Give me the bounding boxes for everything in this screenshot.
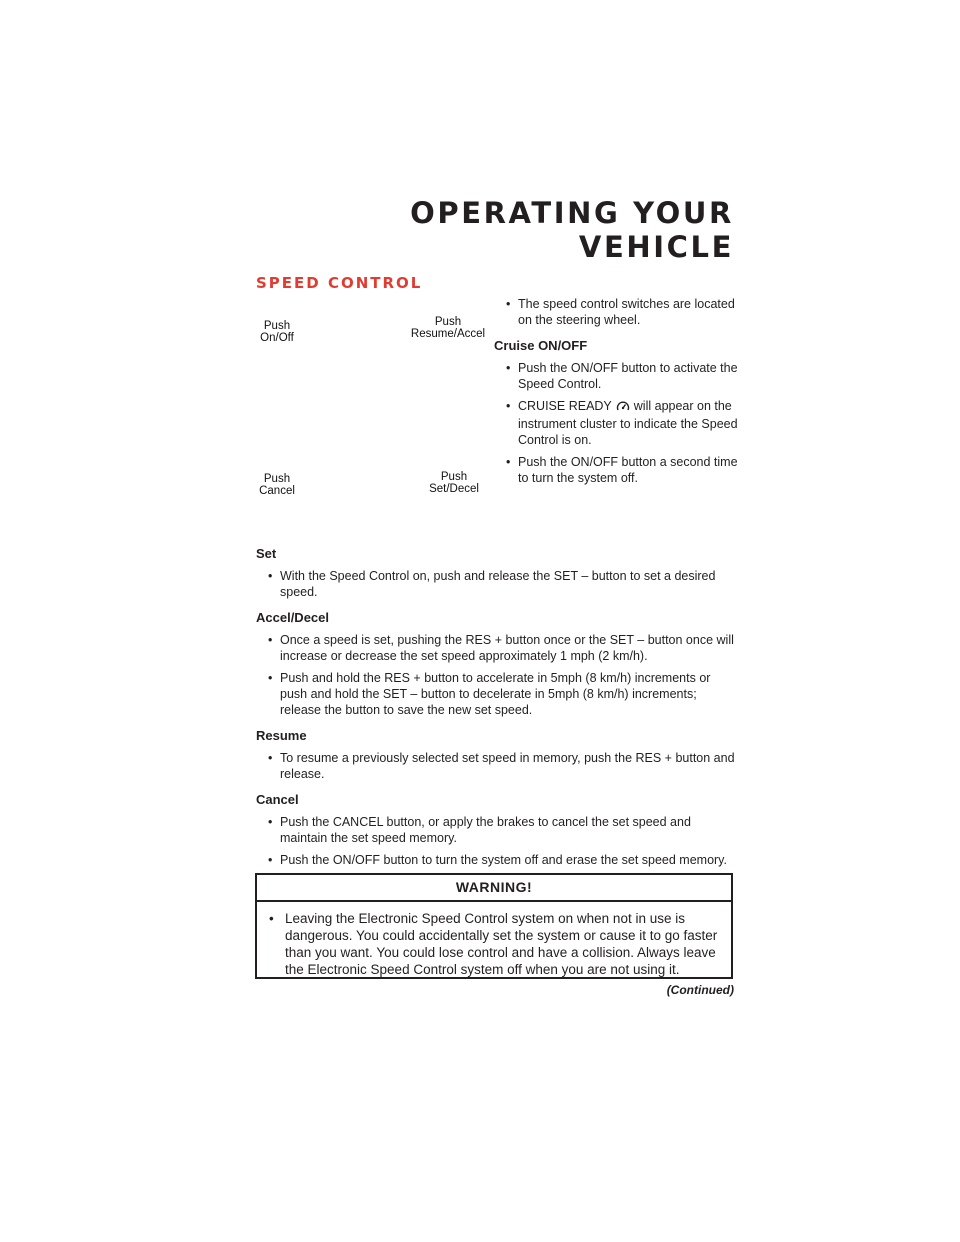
cruise-bullet	[494, 360, 744, 392]
speed-control-title: SPEED CONTROL	[256, 274, 423, 292]
warning-box	[255, 873, 733, 979]
bullet-dot: •	[269, 911, 274, 926]
bullet-dot: •	[506, 361, 511, 375]
intro-bullet	[494, 296, 744, 328]
cruise-bullet	[494, 454, 744, 486]
bullet-text: Push the ON/OFF button a second time to turn the system off.	[518, 455, 738, 485]
bullet-dot: •	[268, 569, 273, 583]
label-resume-accel	[408, 316, 488, 340]
bullet-dot: •	[506, 297, 511, 311]
label-cancel	[254, 473, 300, 497]
resume-heading: Resume	[256, 728, 307, 743]
bullet-text: To resume a previously selected set speed in memory, push the RES + button and release.	[280, 751, 735, 781]
page-section-title: OPERATING YOUR VEHICLE	[410, 196, 734, 264]
set-heading: Set	[256, 546, 277, 561]
body-column	[256, 546, 736, 878]
bullet-text: Push the ON/OFF button to activate the Speed Control.	[518, 361, 738, 391]
bullet-text: Push the CANCEL button, or apply the brakes to cancel the set speed and maintain the set speed memory.	[280, 815, 691, 845]
cruise-ready-text: CRUISE READY	[518, 399, 612, 413]
steering-switch-diagram	[248, 300, 488, 515]
warning-title: WARNING!	[257, 875, 731, 902]
label-line: Cancel	[259, 485, 295, 497]
cancel-bullet	[256, 852, 736, 868]
speedometer-icon	[616, 400, 630, 416]
label-line: Push	[440, 471, 468, 483]
resume-bullet	[256, 750, 736, 782]
right-column	[494, 296, 744, 492]
cruise-heading: Cruise ON/OFF	[494, 338, 588, 353]
bullet-dot: •	[268, 815, 273, 829]
bullet-text: Once a speed is set, pushing the RES + button once or the SET – button once will increase or decrease the set speed approximately 1 mph (2 km/h).	[280, 633, 734, 663]
bullet-text: With the Speed Control on, push and release the SET – button to set a desired speed.	[280, 569, 716, 599]
label-line: Push	[263, 473, 291, 485]
cancel-heading: Cancel	[256, 792, 299, 807]
warning-bullet	[265, 910, 723, 978]
bullet-dot: •	[506, 399, 511, 413]
label-line: Push	[263, 320, 291, 332]
bullet-text: Push and hold the RES + button to accelerate in 5mph (8 km/h) increments or push and hold the SET – button to decelerate in 5mph (8 km/h) increments; release the button to save the new set speed.	[280, 671, 711, 717]
label-line: On/Off	[260, 332, 294, 344]
label-line: Push	[434, 316, 462, 328]
bullet-text: will appear on the instrument cluster to indicate the Speed Control is on.	[518, 399, 738, 447]
label-line: Set/Decel	[429, 483, 479, 495]
bullet-text: Leaving the Electronic Speed Control system on when not in use is dangerous. You could accidentally set the system or cause it to go faster than you want. You could lose control and have a collision. Always leave the Electronic Speed Control system off when you are not using it.	[285, 911, 718, 977]
label-set-decel	[422, 471, 486, 495]
label-on-off	[254, 320, 300, 344]
set-bullet	[256, 568, 736, 600]
bullet-text: Push the ON/OFF button to turn the system off and erase the set speed memory.	[280, 853, 727, 867]
cancel-bullet	[256, 814, 736, 846]
bullet-text: The speed control switches are located on the steering wheel.	[518, 297, 735, 327]
accel-bullet	[256, 670, 736, 718]
bullet-dot: •	[268, 633, 273, 647]
bullet-dot: •	[268, 751, 273, 765]
cruise-bullet	[494, 398, 744, 448]
bullet-dot: •	[506, 455, 511, 469]
accel-heading: Accel/Decel	[256, 610, 329, 625]
bullet-dot: •	[268, 853, 273, 867]
continued-note: (Continued)	[666, 983, 734, 997]
bullet-dot: •	[268, 671, 273, 685]
label-line: Resume/Accel	[410, 328, 486, 340]
accel-bullet	[256, 632, 736, 664]
